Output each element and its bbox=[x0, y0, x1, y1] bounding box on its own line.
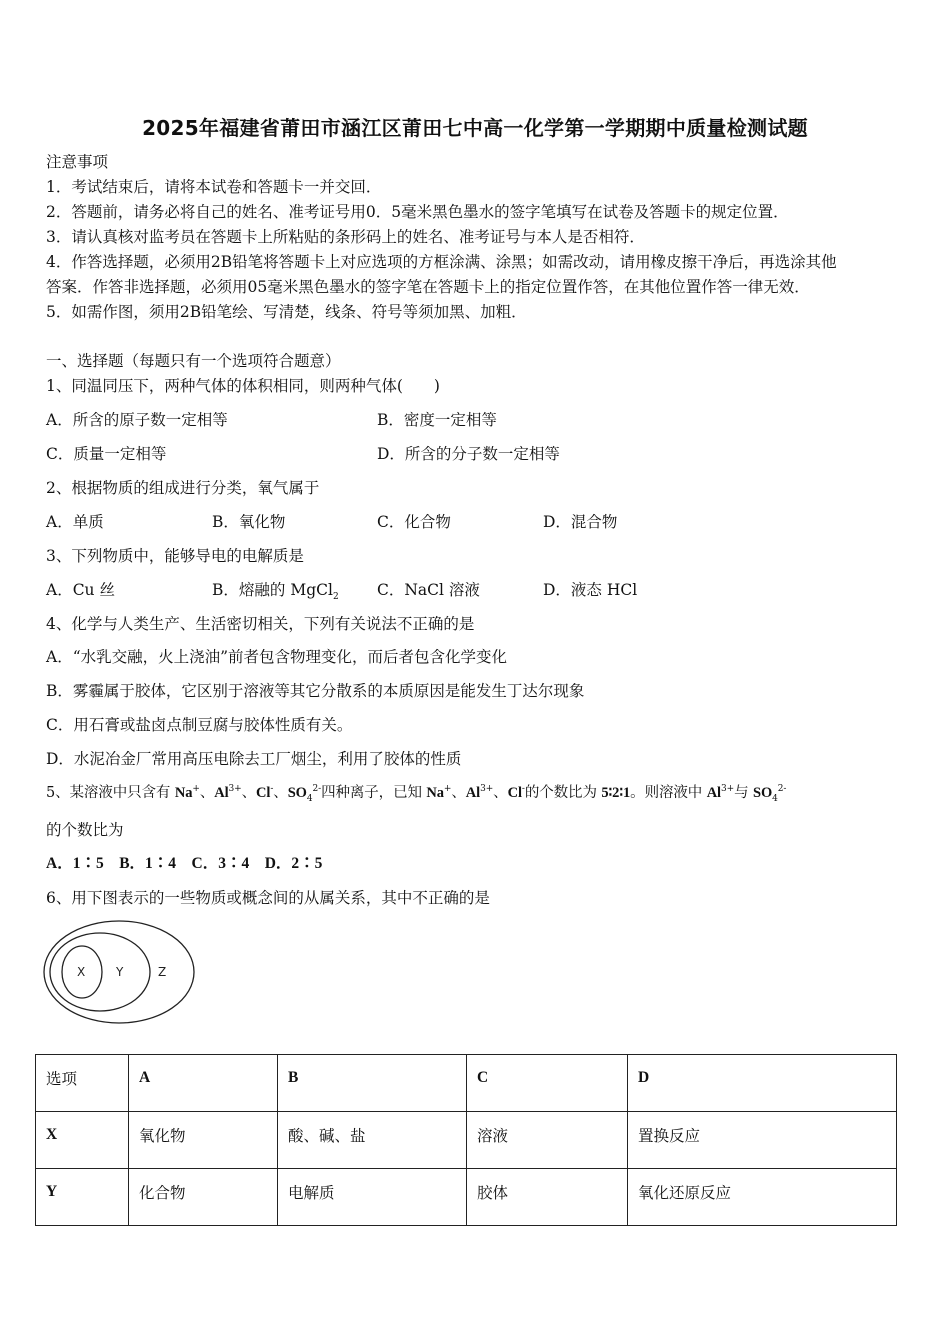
ratio: 5∶2∶1 bbox=[601, 785, 631, 801]
notes-heading: 注意事项 bbox=[46, 153, 109, 171]
ion-na: Na bbox=[174, 785, 193, 801]
venn-diagram bbox=[40, 916, 200, 1028]
table-header-row bbox=[36, 1055, 897, 1112]
page-title: 2025年福建省莆田市涵江区莆田七中高一化学第一学期期中质量检测试题 bbox=[142, 116, 808, 140]
answer-table bbox=[35, 1054, 897, 1226]
ion-so4: SO bbox=[287, 785, 307, 801]
label-x: X bbox=[77, 965, 86, 979]
q3-option-c: C．NaCl 溶液 bbox=[377, 581, 480, 599]
label-z: Z bbox=[158, 965, 167, 979]
table-cell: 酸、碱、盐 bbox=[278, 1112, 467, 1169]
ellipse-y bbox=[50, 933, 150, 1011]
table-cell: 置换反应 bbox=[628, 1112, 897, 1169]
ion-cl: Cl bbox=[256, 785, 271, 801]
charge-al: 3+ bbox=[228, 784, 242, 795]
charge-al: 3+ bbox=[721, 784, 735, 795]
q4-option-b: B．雾霾属于胶体，它区别于溶液等其它分散系的本质原因是能发生丁达尔现象 bbox=[46, 682, 585, 700]
sep: 、 bbox=[199, 785, 215, 801]
table-header-cell: 选项 bbox=[36, 1055, 129, 1112]
q4-option-c: C．用石膏或盐卤点制豆腐与胶体性质有关。 bbox=[46, 716, 353, 734]
charge-so4: 2- bbox=[312, 784, 322, 795]
q2-option-b: B．氧化物 bbox=[212, 513, 286, 531]
sep: 、 bbox=[451, 785, 466, 801]
note-item-4-cont: 答案．作答非选择题，必须用05毫米黑色墨水的签字笔在答题卡上的指定位置作答，在其他位置作答一律无效． bbox=[46, 278, 810, 296]
q3-option-b-subscript: 2 bbox=[332, 592, 339, 603]
table-cell: 氧化还原反应 bbox=[628, 1169, 897, 1226]
q1-option-d: D．所含的分子数一定相等 bbox=[377, 445, 560, 463]
table-header-cell: C bbox=[467, 1055, 628, 1112]
note-item-1: 1．考试结束后，请将本试卷和答题卡一并交回． bbox=[46, 178, 382, 196]
charge-so4: 2- bbox=[777, 784, 787, 795]
q1-option-c: C．质量一定相等 bbox=[46, 445, 167, 463]
question-6-stem: 6、用下图表示的一些物质或概念间的从属关系，其中不正确的是 bbox=[46, 889, 490, 907]
q5-number: 5、 bbox=[46, 785, 70, 801]
sep: 、 bbox=[241, 785, 257, 801]
charge-na: + bbox=[443, 784, 452, 795]
question-4-stem: 4、化学与人类生产、生活密切相关，下列有关说法不正确的是 bbox=[46, 615, 475, 633]
table-cell: X bbox=[36, 1112, 129, 1169]
so4-subscript: 4 bbox=[306, 793, 313, 804]
ion-al: Al bbox=[706, 785, 721, 801]
table-row bbox=[36, 1112, 897, 1169]
so4-subscript: 4 bbox=[772, 793, 778, 804]
charge-cl: - bbox=[270, 784, 274, 795]
q5-text-1: 某溶液中只含有 bbox=[69, 785, 175, 801]
label-y: Y bbox=[116, 965, 124, 979]
table-cell: 电解质 bbox=[278, 1169, 467, 1226]
q2-option-d: D．混合物 bbox=[543, 513, 618, 531]
table-cell: Y bbox=[36, 1169, 129, 1226]
q1-option-b: B．密度一定相等 bbox=[377, 411, 497, 429]
note-item-5: 5．如需作图，须用2B铅笔绘、写清楚，线条、符号等须加黑、加粗． bbox=[46, 303, 527, 321]
q5-text-5: 与 bbox=[734, 785, 753, 801]
ion-al: Al bbox=[214, 785, 229, 801]
q5-text-2: 四种离子，已知 bbox=[321, 785, 427, 801]
q3-option-b-text: B．熔融的 MgCl bbox=[212, 581, 333, 599]
q3-option-a: A．Cu 丝 bbox=[46, 581, 115, 599]
note-item-4: 4．作答选择题，必须用2B铅笔将答题卡上对应选项的方框涂满、涂黑；如需改动，请用橡皮擦干净后，再选涂其他 bbox=[46, 253, 837, 271]
q2-option-c: C．化合物 bbox=[377, 513, 451, 531]
question-2-stem: 2、根据物质的组成进行分类，氧气属于 bbox=[46, 479, 320, 497]
ion-so4: SO bbox=[753, 785, 773, 801]
charge-al: 3+ bbox=[480, 784, 494, 795]
table-header-cell: D bbox=[628, 1055, 897, 1112]
table-header-cell: A bbox=[129, 1055, 278, 1112]
q5-text-4: 。则溶液中 bbox=[630, 785, 707, 801]
q2-option-a: A．单质 bbox=[46, 513, 104, 531]
charge-na: + bbox=[192, 784, 200, 795]
question-1-stem: 1、同温同压下，两种气体的体积相同，则两种气体( ) bbox=[46, 377, 440, 395]
note-item-2: 2．答题前，请务必将自己的姓名、准考证号用0．5毫米黑色墨水的签字笔填写在试卷及答题卡的规定位置． bbox=[46, 203, 789, 221]
table-cell: 胶体 bbox=[467, 1169, 628, 1226]
q4-option-a: A．“水乳交融，火上浇油”前者包含物理变化，而后者包含化学变化 bbox=[46, 648, 508, 666]
q3-option-d: D．液态 HCl bbox=[543, 581, 638, 599]
ion-na: Na bbox=[426, 785, 444, 801]
table-header-cell: B bbox=[278, 1055, 467, 1112]
table-cell: 溶液 bbox=[467, 1112, 628, 1169]
ion-al: Al bbox=[465, 785, 481, 801]
sep: 、 bbox=[493, 785, 508, 801]
sep: 、 bbox=[273, 785, 288, 801]
question-5-stem bbox=[46, 781, 786, 805]
question-3-stem: 3、下列物质中，能够导电的电解质是 bbox=[46, 547, 304, 565]
ion-cl: Cl bbox=[507, 785, 522, 801]
table-cell: 化合物 bbox=[129, 1169, 278, 1226]
note-item-3: 3．请认真核对监考员在答题卡上所粘贴的条形码上的姓名、准考证号与本人是否相符． bbox=[46, 228, 645, 246]
q1-option-a: A．所含的原子数一定相等 bbox=[46, 411, 228, 429]
table-row bbox=[36, 1169, 897, 1226]
q5-options: A．1∶5 B．1∶4 C．3∶4 D．2∶5 bbox=[46, 855, 323, 872]
charge-cl: - bbox=[521, 784, 525, 795]
question-5-line-2: 的个数比为 bbox=[46, 821, 124, 839]
q4-option-d: D．水泥冶金厂常用高压电除去工厂烟尘，利用了胶体的性质 bbox=[46, 750, 462, 768]
table-cell: 氧化物 bbox=[129, 1112, 278, 1169]
q3-option-b bbox=[212, 578, 339, 602]
section-heading: 一、选择题（每题只有一个选项符合题意） bbox=[46, 352, 341, 370]
q5-text-3: 的个数比为 bbox=[524, 785, 602, 801]
